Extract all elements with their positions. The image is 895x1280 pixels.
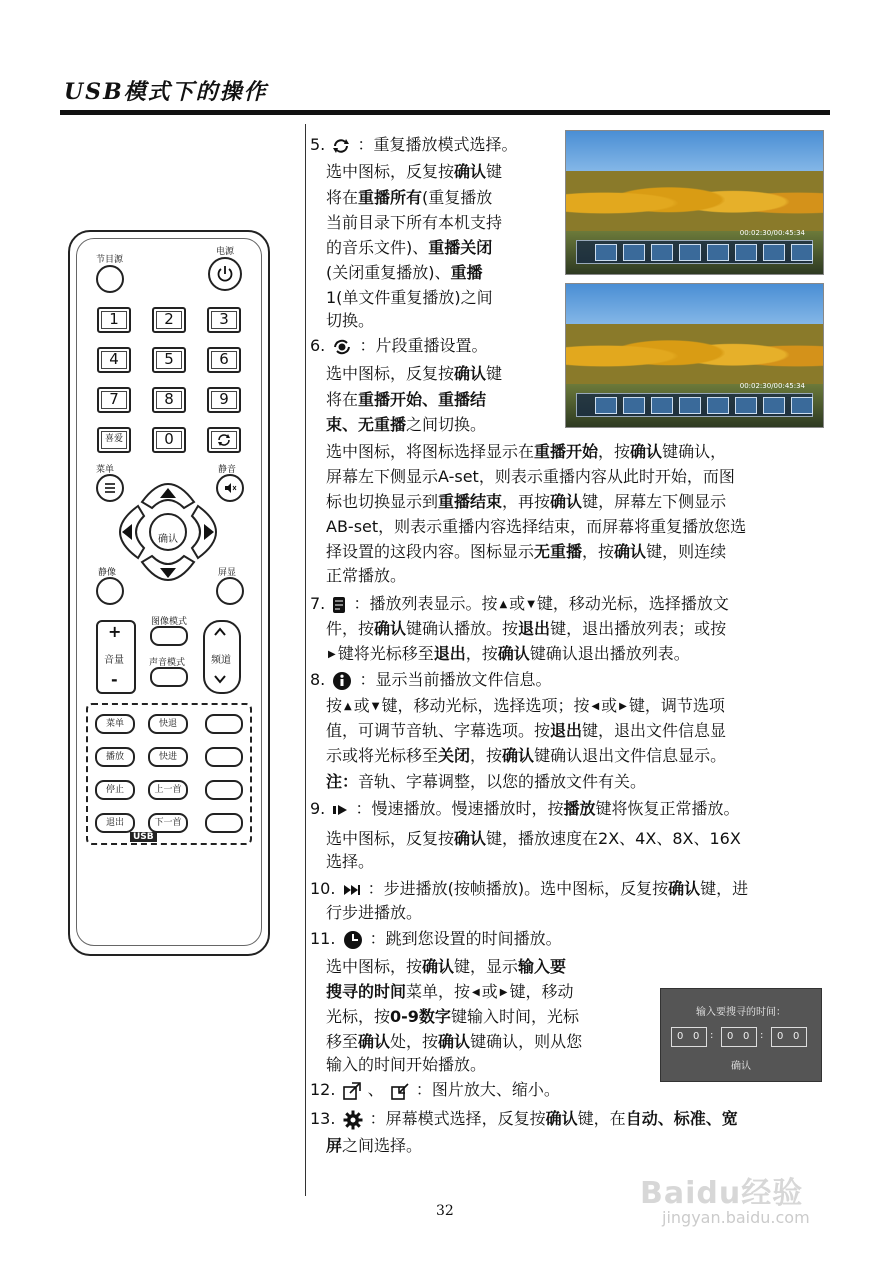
minute-field[interactable]: 0 0	[721, 1027, 757, 1047]
section-7-heading: 7. ：播放列表显示。按 ▲ 或 ▼ 键，移动光标，选择播放文	[310, 594, 729, 613]
ab-repeat-icon	[332, 339, 352, 355]
s8-note: 注：音轨、字幕调整，以您的播放文件有关。	[326, 772, 647, 791]
key-6[interactable]: 6	[207, 347, 241, 373]
watermark-brand: Baidu经验	[640, 1176, 804, 1211]
channel-label: 频道	[211, 655, 231, 666]
s6-para-line4: AB-set，则表示重播内容选择结束，而屏幕将重复播放您选	[326, 517, 747, 536]
time-readout: 00:02:30/00:45:34	[739, 382, 805, 390]
fav-button[interactable]: 喜爱	[97, 427, 131, 453]
mute-label: 静音	[218, 465, 237, 475]
color-key-3[interactable]	[205, 780, 243, 800]
source-button[interactable]	[96, 265, 124, 293]
s7-line3: ▶ 键将光标移至退出，按确认键确认退出播放列表。	[328, 644, 690, 663]
power-button[interactable]	[208, 257, 242, 291]
watermark-url: jingyan.baidu.com	[662, 1208, 810, 1227]
channel-arrows-icon	[213, 626, 227, 686]
color-key-1[interactable]	[205, 714, 243, 734]
freeze-button[interactable]	[96, 577, 124, 605]
s8-line3: 示或将光标移至关闭，按确认键确认退出文件信息显示。	[326, 746, 727, 765]
menu-label: 菜单	[96, 465, 115, 475]
s10-line2: 行步进播放。	[326, 903, 423, 922]
display-button[interactable]	[216, 577, 244, 605]
s5-line6: 1(单文件重复播放)之间	[326, 288, 493, 307]
previous-button[interactable]: 上一首	[148, 780, 188, 800]
key-8[interactable]: 8	[152, 387, 186, 413]
s8-line2: 值，可调节音轨、字幕选项。按退出键，退出文件信息显	[326, 721, 727, 740]
source-label: 节目源	[96, 255, 124, 265]
zoom-in-icon	[343, 1082, 361, 1100]
slow-play-icon	[332, 804, 348, 816]
picture-mode-button[interactable]	[150, 626, 188, 646]
section-5-heading: 5. ：重复播放模式选择。	[310, 135, 518, 154]
s11-line2: 搜寻的时间菜单，按 ◀ 或 ▶ 键，移动	[326, 982, 574, 1001]
display-label: 屏显	[218, 568, 237, 578]
s6-para-line2: 屏幕左下侧显示A-set，则表示重播内容从此时开始，而图	[326, 467, 735, 486]
clock-icon	[343, 930, 363, 950]
rewind-button[interactable]: 快退	[148, 714, 188, 734]
next-button[interactable]: 下一首	[148, 813, 188, 833]
s11-line5: 输入的时间开始播放。	[326, 1055, 487, 1074]
gear-icon	[343, 1110, 363, 1130]
play-button[interactable]: 播放	[95, 747, 135, 767]
key-9[interactable]: 9	[207, 387, 241, 413]
playback-screenshot-1	[565, 130, 824, 275]
section-11-heading: 11. ：跳到您设置的时间播放。	[310, 929, 562, 948]
key-1[interactable]: 1	[97, 307, 131, 333]
key-2[interactable]: 2	[152, 307, 186, 333]
s11-line4: 移至确认处，按确认键确认，则从您	[326, 1032, 583, 1051]
usb-menu-button[interactable]: 菜单	[95, 714, 135, 734]
exit-button[interactable]: 退出	[95, 813, 135, 833]
section-13-heading: 13. ：屏幕模式选择，反复按确认键，在自动、标准、宽	[310, 1109, 738, 1128]
playlist-icon	[332, 596, 346, 614]
s6-para-line5: 择设置的这段内容。图标显示无重播，按确认键，则连续	[326, 542, 727, 561]
column-divider	[305, 124, 306, 1196]
s5-line1: 选中图标，反复按确认键	[326, 162, 503, 181]
repeat-icon	[217, 433, 231, 447]
s5-line4: 的音乐文件)、重播关闭	[326, 238, 493, 257]
s6-para-line6: 正常播放。	[326, 566, 407, 585]
s6-para-line3: 标也切换显示到重播结束，再按确认键，屏幕左下侧显示	[326, 492, 727, 511]
picture-mode-label: 图像模式	[151, 617, 188, 627]
usb-label: USB	[130, 832, 157, 842]
s5-line3: 当前目录下所有本机支持	[326, 213, 503, 232]
s9-line2: 选中图标，反复按确认键，播放速度在2X、4X、8X、16X	[326, 829, 741, 848]
s8-line1: 按 ▲ 或 ▼ 键，移动光标，选择选项；按 ◀ 或 ▶ 键，调节选项	[326, 696, 725, 715]
repeat-mode-icon	[332, 138, 350, 154]
section-9-heading: 9. ：慢速播放。慢速播放时，按播放键将恢复正常播放。	[310, 799, 740, 818]
s13-line2: 屏之间选择。	[326, 1136, 423, 1155]
s5-line2: 将在重播所有(重复播放	[326, 188, 493, 207]
key-5[interactable]: 5	[152, 347, 186, 373]
section-8-heading: 8. ：显示当前播放文件信息。	[310, 670, 552, 689]
page-number: 32	[436, 1203, 454, 1219]
power-label: 电源	[216, 247, 235, 257]
s6-line1: 选中图标，反复按确认键	[326, 364, 503, 383]
sound-mode-button[interactable]	[150, 667, 188, 687]
freeze-label: 静像	[98, 568, 117, 578]
playback-control-bar	[576, 240, 813, 264]
volume-down-label: -	[111, 670, 118, 689]
volume-label: 音量	[104, 655, 124, 666]
s5-line7: 切换。	[326, 311, 375, 330]
playback-screenshot-2	[565, 283, 824, 428]
sound-mode-label: 声音模式	[149, 658, 186, 668]
s6-para-line1: 选中图标，将图标选择显示在重播开始，按确认键确认，	[326, 442, 727, 461]
key-7[interactable]: 7	[97, 387, 131, 413]
section-10-heading: 10. ：步进播放(按帧播放)。选中图标，反复按确认键，进	[310, 879, 749, 898]
key-3[interactable]: 3	[207, 307, 241, 333]
dialog-title: 输入要搜寻的时间：	[696, 1007, 786, 1018]
zoom-out-icon	[391, 1082, 409, 1100]
volume-up-label: +	[108, 622, 122, 641]
s6-line2: 将在重播开始、重播结	[326, 390, 487, 409]
time-readout: 00:02:30/00:45:34	[739, 229, 805, 237]
s11-line3: 光标，按0-9数字键输入时间，光标	[326, 1007, 579, 1026]
playback-control-bar	[576, 393, 813, 417]
header-rule	[60, 110, 830, 115]
key-0[interactable]: 0	[152, 427, 186, 453]
fast-forward-button[interactable]: 快进	[148, 747, 188, 767]
color-key-4[interactable]	[205, 813, 243, 833]
page-title: USB模式下的操作	[64, 79, 268, 105]
time-separator: :	[760, 1030, 764, 1041]
stop-button[interactable]: 停止	[95, 780, 135, 800]
s6-line3: 束、无重播之间切换。	[326, 415, 487, 434]
info-icon	[332, 671, 352, 691]
ok-button[interactable]: 确认	[158, 534, 178, 545]
key-4[interactable]: 4	[97, 347, 131, 373]
section-12-heading: 12. 、 ：图片放大、缩小。	[310, 1080, 560, 1099]
s5-line5: (关闭重复播放)、重播	[326, 263, 483, 282]
time-search-dialog	[660, 988, 822, 1082]
step-play-icon	[343, 884, 361, 896]
color-key-2[interactable]	[205, 747, 243, 767]
second-field[interactable]: 0 0	[771, 1027, 807, 1047]
recall-button[interactable]	[207, 427, 241, 453]
power-icon	[216, 265, 234, 283]
hour-field[interactable]: 0 0	[671, 1027, 707, 1047]
s7-line2: 件，按确认键确认播放。按退出键，退出播放列表；或按	[326, 619, 727, 638]
s9-line3: 选择。	[326, 852, 375, 871]
time-separator: :	[710, 1030, 714, 1041]
section-6-heading: 6. ：片段重播设置。	[310, 336, 488, 355]
dialog-confirm-button[interactable]: 确认	[731, 1061, 751, 1072]
s11-line1: 选中图标，按确认键，显示输入要	[326, 957, 567, 976]
